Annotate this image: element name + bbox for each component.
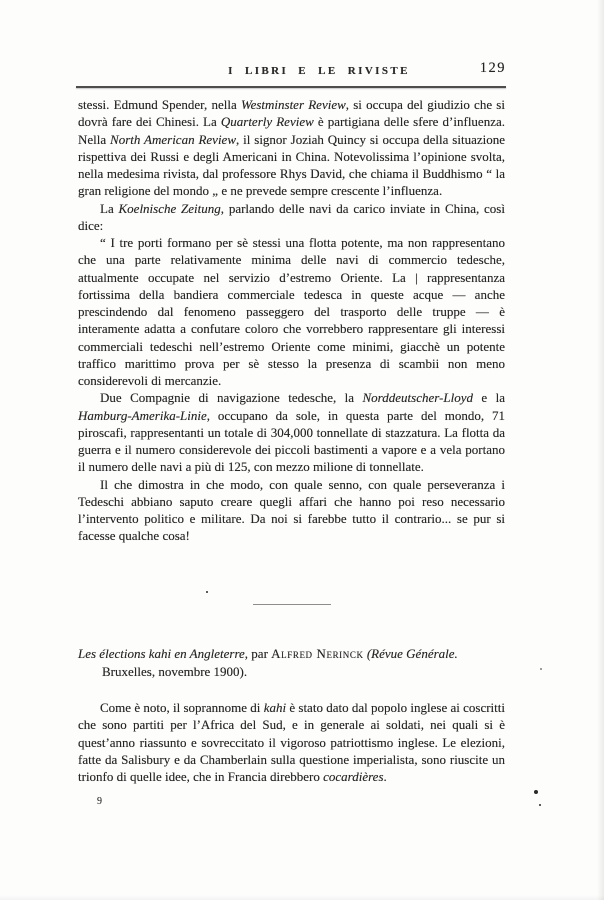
body-paragraph [78, 96, 505, 200]
italic-run: Koelnische Zeitung [118, 200, 221, 216]
text-run: “ I tre porti formano per sè stessi una flotta potente, ma non rappresentano che una parte relativamente minima delle navi di commercio tedesche, attualmente occupate nel servizio d’estremo Oriente. La | rappresentanza fortissima della bandiera commerciale tedesca in queste acque — anche prescindendo dal fenomeno passeggero del trasporto delle truppe — è interamente adatta a confutare coloro che vorrebbero rappresentare gli interessi commerciali tedeschi nell’estremo Oriente come minimi, giacchè un potente traffico marittimo prova per sè stesso la presenza di scambii non meno considerevoli di mercanzie. [78, 235, 505, 388]
text-run: , si occupa del giudizio che si dovrà fare dei Chinesi. La [78, 97, 505, 130]
text-run: stessi. Edmund Spender, nella [78, 97, 241, 112]
italic-run: Hamburg-Amerika-Linie [78, 407, 207, 423]
header-rule [76, 86, 506, 88]
text-run: . [383, 769, 387, 785]
text-run: è partigiana delle sfere d’influenza. Nella [78, 114, 505, 147]
text-run: è stato dato dal popolo inglese ai coscritti che sono partiti per l’Africa del Sud, e in generale ai soldati, nei quali si è quest’anno riassunto e sovreccitato il vigoroso patriottismo inglese. Le elezioni, fatte da Salisbury e da Chamberlain sulla questione imperialista, sono riuscite un trionfo di quelle idee, che in Francia direbbero [78, 700, 506, 785]
text-run: , parlando delle navi da carico inviate in China, così dice: [78, 200, 505, 233]
review-paragraph [78, 699, 505, 785]
text-run: e la [472, 390, 505, 406]
italic-run: kahi [263, 700, 287, 716]
section-separator-rule [253, 604, 331, 605]
running-title: I LIBRI E LE RIVISTE [228, 65, 410, 77]
ink-speck [534, 790, 538, 794]
text-run: La [100, 200, 119, 216]
text-run: Due Compagnie di navigazione tedesche, la [100, 390, 363, 406]
italic-run: Westminster Review [240, 97, 346, 112]
ink-speck [539, 804, 541, 806]
italic-run: cocardières [323, 769, 384, 785]
smallcaps-run: Alfred Nerinck [271, 646, 364, 661]
text-run: Come è noto, il soprannome di [100, 700, 264, 716]
running-header [78, 62, 506, 80]
body-paragraph [78, 389, 505, 475]
scan-bottom-shading [0, 895, 604, 900]
scan-edge-shading [597, 0, 604, 900]
italic-run: Quarterly Review [220, 114, 314, 130]
ink-speck [540, 668, 542, 670]
body-paragraph [78, 476, 505, 545]
text-run: , occupano da sole, in questa parte del mondo, 71 piroscafi, rappresentanti un totale di 304,000 tonnellate di stazzatura. La flotta da guerra e il numero considerevole dei piccoli bastimenti a vapore e a vela portano il numero delle navi a più di 125, con mezzo milione di tonnellate. [78, 407, 505, 475]
ink-speck [206, 591, 208, 593]
text-run: Il che dimostra in che modo, con quale senno, con quale perseveranza i Tedeschi abbiano saputo creare quegli affari che hanno poi reso necessario l’intervento politico e militare. Da noi si farebbe tutto il contrario... se pur si facesse qualche cosa! [78, 476, 505, 544]
text-run: Bruxelles, novembre 1900). [102, 663, 248, 679]
signature-mark: 9 [97, 796, 102, 807]
italic-run: (Révue Générale. [366, 646, 458, 661]
review-entry [78, 645, 505, 785]
text-run: , par [244, 646, 272, 661]
review-heading [78, 645, 505, 680]
body-text-column [78, 96, 505, 545]
text-run: , il signor Joziah Quincy si occupa della situazione rispettiva dei Russi e degli Americani in China. Notevolissima l’opinione svolta, nella medesima rivista, dal professore Rhys David, che chiama il Buddhismo “ la gran religione del mondo „ e ne prevede sempre crescente l’influenza. [78, 131, 506, 199]
body-paragraph [78, 200, 505, 235]
italic-run: Les élections kahi en Angleterre [78, 646, 245, 661]
italic-run: North American Review [110, 131, 237, 147]
body-paragraph [78, 234, 505, 389]
page-number: 129 [479, 60, 506, 76]
italic-run: Norddeutscher-Lloyd [362, 390, 473, 406]
